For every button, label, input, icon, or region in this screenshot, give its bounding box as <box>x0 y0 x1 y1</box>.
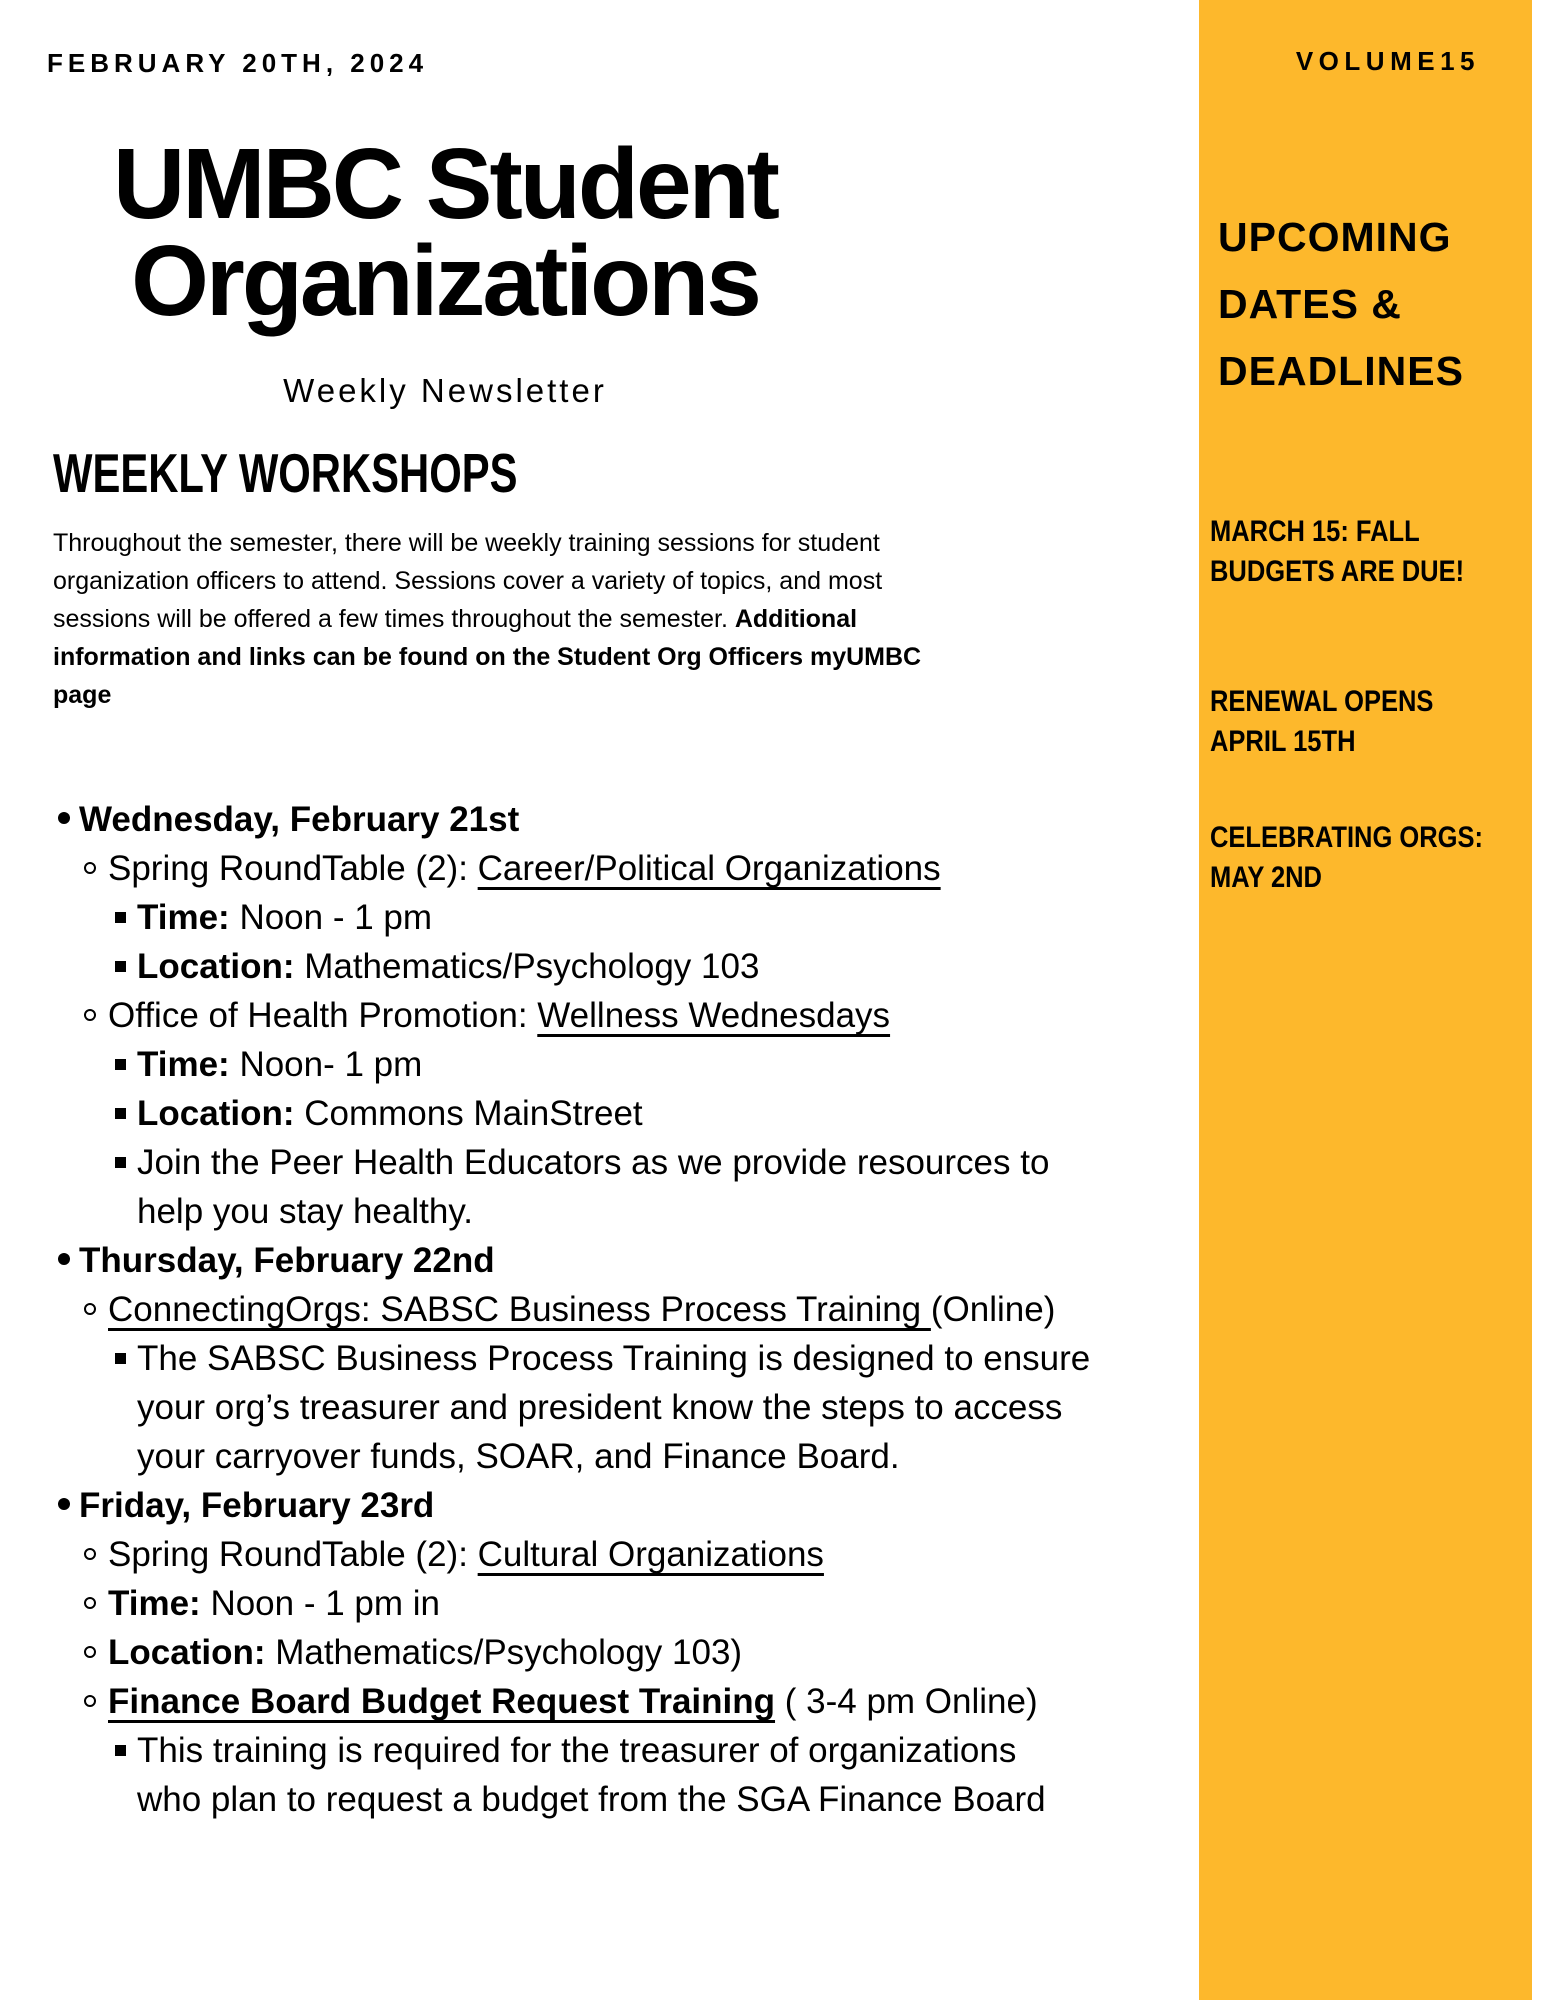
list-item <box>0 1089 1190 1138</box>
text-segment: Time: <box>137 898 230 937</box>
text-segment: Friday, February 23rd <box>79 1486 435 1525</box>
circle-bullet-icon <box>84 1597 96 1609</box>
text-segment: (Online) <box>930 1290 1056 1329</box>
list-item <box>0 1677 1190 1726</box>
circle-bullet-icon <box>84 1009 96 1021</box>
text-segment: Mathematics/Psychology 103) <box>265 1633 743 1672</box>
sidebar-deadline-item: CELEBRATING ORGS: MAY 2ND <box>1210 821 1483 894</box>
list-item <box>0 795 1190 844</box>
list-item-text <box>108 1584 440 1623</box>
link[interactable]: Career/Political Organizations <box>477 849 941 888</box>
section-heading: WEEKLY WORKSHOPS <box>53 442 518 504</box>
circle-bullet-icon <box>84 862 96 874</box>
title-line-2: Organizations <box>131 225 759 337</box>
workshop-list <box>0 795 1190 1824</box>
list-item-text <box>137 1143 1049 1231</box>
list-item <box>0 1040 1190 1089</box>
list-item <box>0 1138 1190 1236</box>
text-segment: Thursday, February 22nd <box>79 1241 495 1280</box>
list-item-text <box>137 1045 422 1084</box>
text-segment: Noon- 1 pm <box>229 1045 423 1084</box>
sidebar-heading: UPCOMING DATES & DEADLINES <box>1218 214 1464 394</box>
square-bullet-icon <box>115 1059 126 1070</box>
text-segment: your org’s treasurer and president know the steps to access <box>137 1388 1063 1427</box>
text-segment: Spring RoundTable (2): <box>108 849 478 888</box>
square-bullet-icon <box>115 1745 126 1756</box>
list-item <box>0 1726 1190 1824</box>
text-segment: page <box>53 681 112 709</box>
list-item-text <box>108 1290 1055 1329</box>
text-segment: Wednesday, February 21st <box>79 800 520 839</box>
list-item-text <box>137 1094 643 1133</box>
text-segment: organization officers to attend. Sessions cover a variety of topics, and most <box>53 567 883 595</box>
list-item-text <box>79 1241 495 1280</box>
text-segment: Spring RoundTable (2): <box>108 1535 478 1574</box>
text-segment: sessions will be offered a few times throughout the semester. <box>53 605 735 633</box>
disc-bullet-icon <box>58 1253 70 1265</box>
list-item <box>0 1579 1190 1628</box>
text-segment: Office of Health Promotion: <box>108 996 538 1035</box>
list-item <box>0 1628 1190 1677</box>
list-item <box>0 1334 1190 1481</box>
text-segment: ( 3-4 pm Online) <box>775 1682 1038 1721</box>
list-item <box>0 942 1190 991</box>
text-segment: who plan to request a budget from the SGA Finance Board <box>137 1780 1046 1819</box>
text-segment: help you stay healthy. <box>137 1192 473 1231</box>
link[interactable]: ConnectingOrgs: SABSC Business Process Training <box>108 1290 931 1329</box>
text-segment: Time: <box>137 1045 230 1084</box>
list-item-text <box>108 1633 742 1672</box>
text-segment: your carryover funds, SOAR, and Finance Board. <box>137 1437 900 1476</box>
newsletter-subtitle: Weekly Newsletter <box>283 372 607 409</box>
newsletter-title <box>0 128 890 337</box>
text-segment: Join the Peer Health Educators as we provide resources to <box>137 1143 1050 1182</box>
link[interactable]: Cultural Organizations <box>477 1535 824 1574</box>
list-item <box>0 1530 1190 1579</box>
list-item <box>0 1285 1190 1334</box>
list-item-text <box>108 849 941 888</box>
sidebar-deadline-item: RENEWAL OPENS APRIL 15TH <box>1210 685 1434 758</box>
list-item <box>0 1481 1190 1530</box>
disc-bullet-icon <box>58 1498 70 1510</box>
circle-bullet-icon <box>84 1548 96 1560</box>
text-segment: Commons MainStreet <box>294 1094 643 1133</box>
square-bullet-icon <box>115 961 126 972</box>
list-item-text <box>137 1731 1046 1819</box>
list-item-text <box>137 947 759 986</box>
list-item-text <box>108 996 890 1035</box>
list-item <box>0 991 1190 1040</box>
text-segment: Location: <box>137 947 295 986</box>
text-segment: Location: <box>108 1633 266 1672</box>
link[interactable]: Finance Board Budget Request Training <box>108 1682 776 1721</box>
text-segment: This training is required for the treasurer of organizations <box>137 1731 1017 1770</box>
square-bullet-icon <box>115 1157 126 1168</box>
list-item-text <box>79 800 519 839</box>
list-item <box>0 893 1190 942</box>
list-item <box>0 1236 1190 1285</box>
text-segment: information and links can be found on the Student Org Officers myUMBC <box>53 643 922 671</box>
list-item-text <box>137 898 432 937</box>
issue-date: FEBRUARY 20TH, 2024 <box>47 48 429 78</box>
list-item-text <box>108 1535 824 1574</box>
volume-label: VOLUME15 <box>1295 46 1480 76</box>
text-segment: Mathematics/Psychology 103 <box>294 947 760 986</box>
square-bullet-icon <box>115 1353 126 1364</box>
sidebar-deadline-item: MARCH 15: FALL BUDGETS ARE DUE! <box>1210 515 1465 588</box>
list-item-text <box>108 1682 1038 1721</box>
list-item-text <box>137 1339 1090 1476</box>
text-segment: The SABSC Business Process Training is designed to ensure <box>137 1339 1091 1378</box>
intro-paragraph <box>53 524 921 714</box>
sidebar-panel <box>1199 0 1532 2000</box>
list-item <box>0 844 1190 893</box>
text-segment: Noon - 1 pm <box>229 898 433 937</box>
circle-bullet-icon <box>84 1303 96 1315</box>
text-segment: Noon - 1 pm in <box>200 1584 440 1623</box>
square-bullet-icon <box>115 912 126 923</box>
circle-bullet-icon <box>84 1646 96 1658</box>
link[interactable]: Wellness Wednesdays <box>537 996 891 1035</box>
square-bullet-icon <box>115 1108 126 1119</box>
text-segment: Time: <box>108 1584 201 1623</box>
list-item-text <box>79 1486 434 1525</box>
circle-bullet-icon <box>84 1695 96 1707</box>
text-segment: Additional <box>734 605 858 633</box>
text-segment: Throughout the semester, there will be weekly training sessions for student <box>53 529 880 557</box>
title-line-1: UMBC Student <box>113 128 777 240</box>
text-segment: Location: <box>137 1094 295 1133</box>
disc-bullet-icon <box>58 812 70 824</box>
